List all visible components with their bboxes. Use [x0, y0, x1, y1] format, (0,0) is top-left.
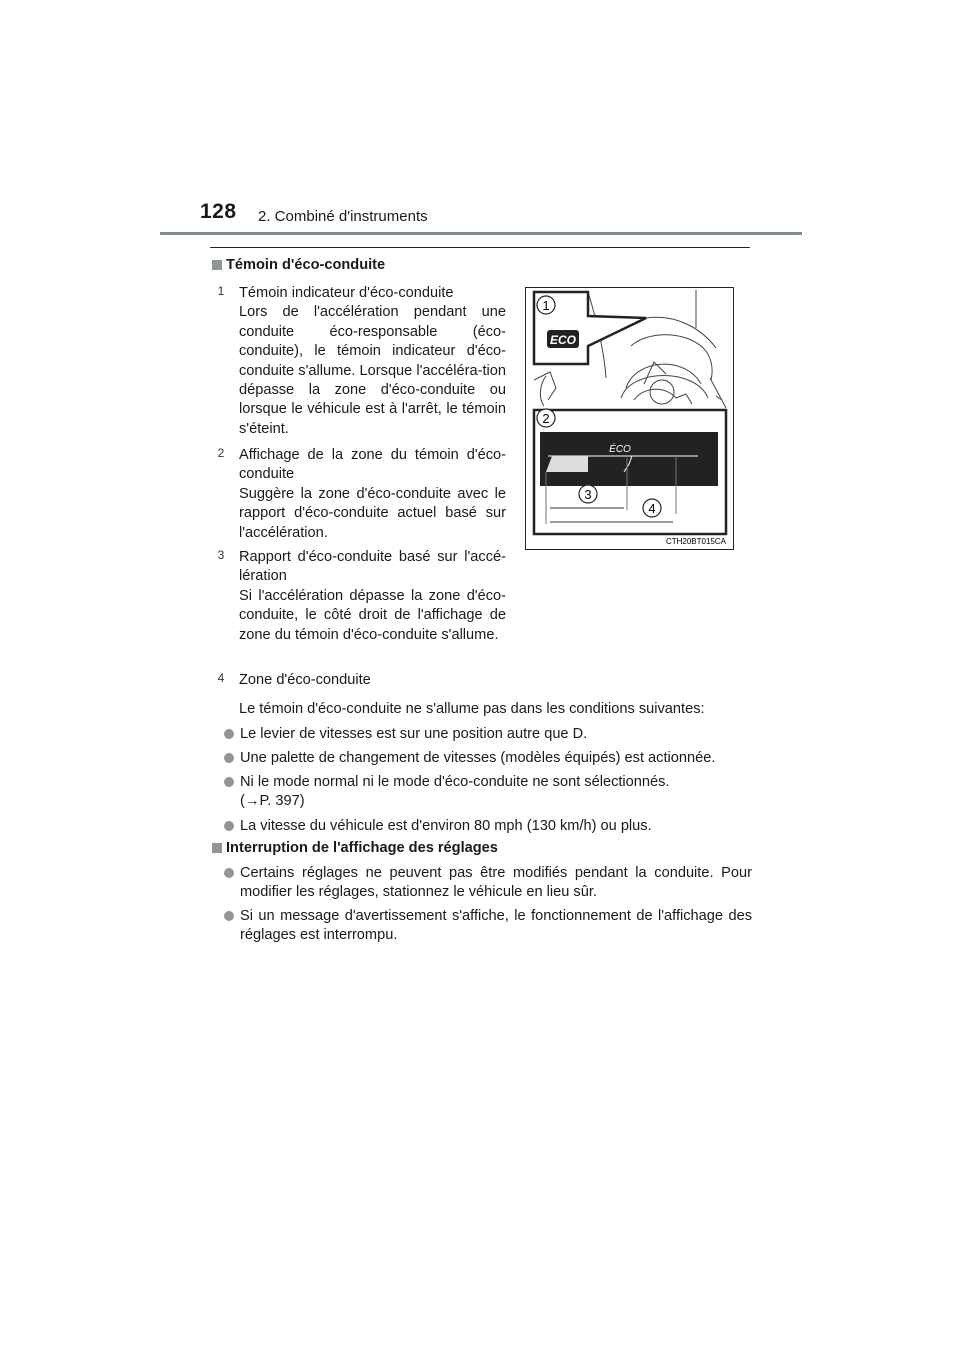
bullet-line: Ni le mode normal ni le mode d'éco-conduite ne sont sélectionnés.: [240, 774, 670, 790]
bullet-dot-icon: [224, 821, 234, 831]
callout-number-4: 4: [648, 501, 656, 516]
square-bullet-icon: [212, 260, 222, 270]
header-rule: [160, 232, 802, 235]
bullet-text: Une palette de changement de vitesses (modèles équipés) est actionnée.: [240, 750, 716, 766]
bullet-dot-icon: [224, 911, 234, 921]
callout-1-bubble: [534, 292, 646, 364]
bullet-text: La vitesse du véhicule est d'environ 80 mph (130 km/h) ou plus.: [240, 818, 652, 834]
conditions-intro: Le témoin d'éco-conduite ne s'allume pas dans les conditions suivantes:: [239, 701, 705, 717]
eco-bar-label: ÉCO: [609, 444, 631, 455]
section-heading-settings: [212, 840, 498, 856]
eco-badge-icon: ECO: [549, 333, 577, 347]
callout-item-title: Rapport d'éco-conduite basé sur l'accé-lération: [239, 549, 506, 585]
running-title: 2. Combiné d'instruments: [258, 208, 428, 225]
callout-number-2: 2: [217, 446, 225, 460]
figure-code: CTH20BT015CA: [665, 537, 726, 546]
square-bullet-icon: [212, 843, 222, 853]
callout-number-1: 1: [542, 298, 550, 313]
callout-number-3: 3: [584, 487, 592, 502]
list-item: [224, 749, 752, 768]
callout-number-1: 1: [217, 284, 225, 298]
callout-item-2: [239, 446, 506, 543]
bullet-text: Si un message d'avertissement s'affiche, le fonctionnement de l'affichage des réglages est interrompu.: [240, 908, 752, 944]
page-number: 128: [200, 200, 237, 223]
section-rule: [210, 247, 750, 248]
callout-item-title: Zone d'éco-conduite: [239, 672, 371, 688]
callout-item-body: Suggère la zone d'éco-conduite avec le rapport d'éco-conduite actuel basé sur l'accélération.: [239, 485, 506, 541]
bullet-text: Certains réglages ne peuvent pas être modifiés pendant la conduite. Pour modifier les réglages, stationnez le véhicule en lieu sûr.: [240, 865, 752, 901]
callout-number-3: 3: [217, 548, 225, 562]
callout-number-2: 2: [542, 411, 550, 426]
callout-item-title: Témoin indicateur d'éco-conduite: [239, 285, 454, 301]
bullet-text: [240, 773, 752, 812]
eco-illustration: [525, 287, 734, 550]
callout-item-body: Lors de l'accélération pendant une conduite éco-responsable (éco-conduite), le témoin indicateur d'éco-conduite s'allume. Lorsque l'accéléra-tion dépasse la zone d'éco-conduite ou lorsque le véhicule est à l'arrêt, le témoin s'éteint.: [239, 304, 506, 437]
page-reference: (→P. 397): [240, 793, 305, 810]
callout-item-body: Si l'accélération dépasse la zone d'éco-conduite, le côté droit de l'affichage de zone du témoin d'éco-conduite s'allume.: [239, 587, 506, 643]
callout-item-4: [239, 671, 539, 690]
bullet-dot-icon: [224, 729, 234, 739]
section-heading-eco: [212, 257, 385, 273]
bullet-dot-icon: [224, 753, 234, 763]
callout-number-4: 4: [217, 671, 225, 685]
eco-illustration-svg: [526, 288, 733, 549]
list-item: [224, 773, 752, 812]
callout-item-1: [239, 284, 506, 439]
list-item: [224, 907, 752, 946]
bullet-dot-icon: [224, 777, 234, 787]
section-title: Interruption de l'affichage des réglages: [226, 840, 498, 856]
list-item: [224, 817, 752, 836]
bullet-text: Le levier de vitesses est sur une position autre que D.: [240, 726, 588, 742]
callout-item-title: Affichage de la zone du témoin d'éco-conduite: [239, 447, 506, 483]
section-title: Témoin d'éco-conduite: [226, 257, 386, 273]
callout-2-box: [534, 409, 726, 534]
bullet-dot-icon: [224, 868, 234, 878]
list-item: [224, 725, 752, 744]
list-item: [224, 864, 752, 903]
callout-item-3: [239, 548, 506, 645]
